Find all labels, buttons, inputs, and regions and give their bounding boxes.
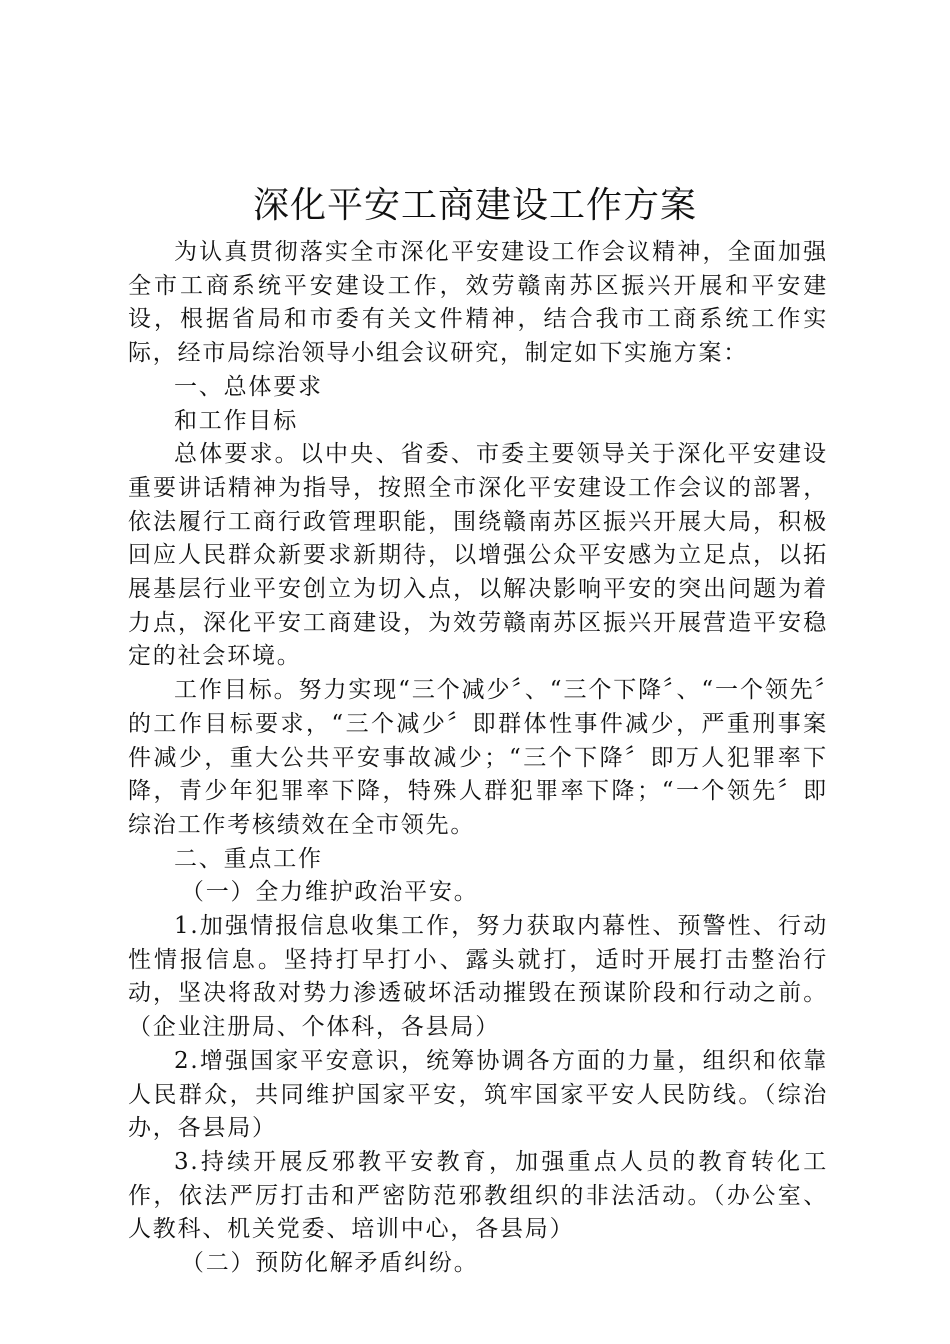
subsection-heading-dispute-resolution: （二）预防化解矛盾纠纷。 <box>180 1250 479 1277</box>
paragraph-work-goals: 工作目标。努力实现“三个减少〞、“三个下降〞、“一个领先〞的工作目标要求，“三个减少〞即群体性事件减少，严重刑事案件减少，重大公共平安事故减少；“三个下降〞即万人犯罪率下降，青少年犯罪率下降，特殊人群犯罪率下降；“一个领先〞即综治工作考核绩效在全市领先。 <box>128 677 828 838</box>
document-title: 深化平安工商建设工作方案 <box>252 185 697 226</box>
paragraph-item-2: 2.增强国家平安意识，统筹协调各方面的力量，组织和依靠人民群众，共同维护国家平安，筑牢国家平安人民防线。（综治办，各县局） <box>128 1047 828 1142</box>
paragraph-item-3: 3.持续开展反邪教平安教育，加强重点人员的教育转化工作，依法严厉打击和严密防范邪教组织的非法活动。（办公室、人教科、机关党委、培训中心，各县局） <box>128 1148 828 1243</box>
paragraph-item-1: 1.加强情报信息收集工作，努力获取内幕性、预警性、行动性情报信息。坚持打早打小、露头就打，适时开展打击整治行动，坚决将敌对势力渗透破坏活动摧毁在预谋阶段和行动之前。（企业注册局、个体科，各县局） <box>128 913 828 1041</box>
document-body <box>128 236 828 1281</box>
section-heading-overall-cont: 和工作目标 <box>174 407 298 434</box>
paragraph-overall-requirements: 总体要求。以中央、省委、市委主要领导关于深化平安建设重要讲话精神为指导，按照全市深化平安建设工作会议的部署，依法履行工商行政管理职能，围绕赣南苏区振兴开展大局，积极回应人民群众新要求新期待，以增强公众平安感为立足点，以拓展基层行业平安创立为切入点，以解决影响平安的突出问题为着力点，深化平安工商建设，为效劳赣南苏区振兴开展营造平安稳定的社会环境。 <box>128 441 828 670</box>
section-heading-key-work: 二、重点工作 <box>174 845 323 872</box>
paragraph-intro: 为认真贯彻落实全市深化平安建设工作会议精神，全面加强全市工商系统平安建设工作，效劳赣南苏区振兴开展和平安建设，根据省局和市委有关文件精神，结合我市工商系统工作实际，经市局综治领导小组会议研究，制定如下实施方案： <box>128 239 828 367</box>
subsection-heading-political-safety: （一）全力维护政治平安。 <box>180 879 479 906</box>
section-heading-overall: 一、总体要求 <box>174 373 323 400</box>
